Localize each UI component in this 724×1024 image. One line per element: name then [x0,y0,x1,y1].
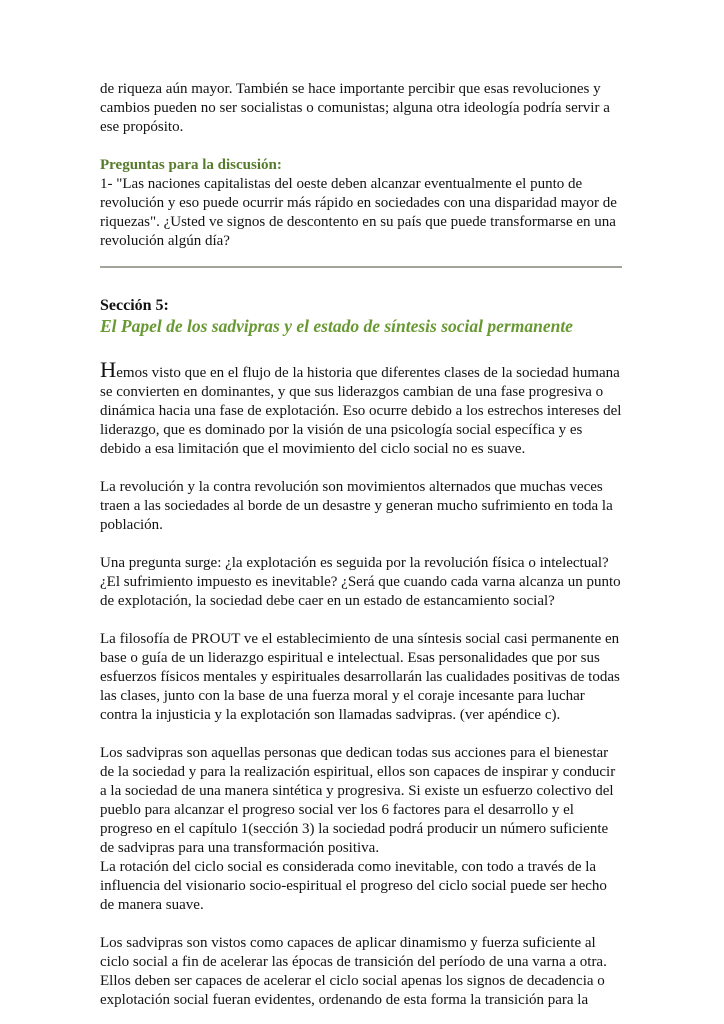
intro-paragraph: de riqueza aún mayor. También se hace importante percibir que esas revoluciones y cambios pueden no ser socialistas o comunistas; alguna otra ideología podría servir a ese propósito. [100,81,610,135]
body-paragraph-3: Una pregunta surge: ¿la explotación es seguida por la revolución física o intelectual? ¿El sufrimiento impuesto es inevitable? ¿Será que cuando cada varna alcanza un punto de explotación, la sociedad debe caer en un estado de estancamiento social? [100,555,621,609]
document-content [100,80,624,1010]
body-paragraph-1 [100,357,624,459]
section-divider [100,266,622,268]
body-paragraph-2: La revolución y la contra revolución son movimientos alternados que muchas veces traen a las sociedades al borde de un desastre y generan mucho sufrimiento en toda la población. [100,479,613,533]
discussion-question-1: 1- "Las naciones capitalistas del oeste deben alcanzar eventualmente el punto de revolución y eso puede ocurrir más rápido en sociedades con una disparidad mayor de riquezas". ¿Usted ve signos de descontento en su país que puede transformarse en una revolución algún día? [100,176,617,249]
body-paragraph-5a: Los sadvipras son aquellas personas que dedican todas sus acciones para el bienestar de la sociedad y para la realización espiritual, ellos son capaces de inspirar y conducir a la sociedad de una manera sintética y progresiva. Si existe un esfuerzo colectivo del pueblo para alcanzar el progreso social ver los 6 factores para el desarrollo y el progreso en el capítulo 1(sección 3) la sociedad podrá producir un número suficiente de sadvipras para una transformación positiva. [100,745,616,856]
section-label: Sección 5: [100,297,169,314]
body-paragraph-1-text: emos visto que en el flujo de la historia que diferentes clases de la sociedad humana se convierten en dominantes, y que sus liderazgos cambian de una fase progresiva o dinámica hacia una fase de explotación. Eso ocurre debido a los estrechos intereses del liderazgo, que es dominado por la visión de una psicología social específica y es debido a esa limitación que el movimiento del ciclo social no es suave. [100,365,622,457]
discussion-questions-heading: Preguntas para la discusión: [100,157,282,173]
section-title: El Papel de los sadvipras y el estado de síntesis social permanente [100,316,573,336]
lead-initial-capital: H [100,357,117,382]
body-paragraph-6: Los sadvipras son vistos como capaces de aplicar dinamismo y fuerza suficiente al ciclo social a fin de acelerar las épocas de transición del período de una varna a otra. Ellos deben ser capaces de acelerar el ciclo social apenas los signos de decadencia o explotación social fueran evidentes, ordenando de esta forma la transición para la [100,935,607,1008]
body-paragraph-5b: La rotación del ciclo social es considerada como inevitable, con todo a través de la influencia del visionario socio-espiritual el progreso del ciclo social puede ser hecho de manera suave. [100,859,607,913]
body-paragraph-4: La filosofía de PROUT ve el establecimiento de una síntesis social casi permanente en base o guía de un liderazgo espiritual e intelectual. Esas personalidades que por sus esfuerzos físicos mentales y espirituales desarrollarán las cualidades positivas de todas las clases, junto con la base de una fuerza moral y el coraje incesante para luchar contra la injusticia y la explotación son llamadas sadvipras. (ver apéndice c). [100,631,620,723]
